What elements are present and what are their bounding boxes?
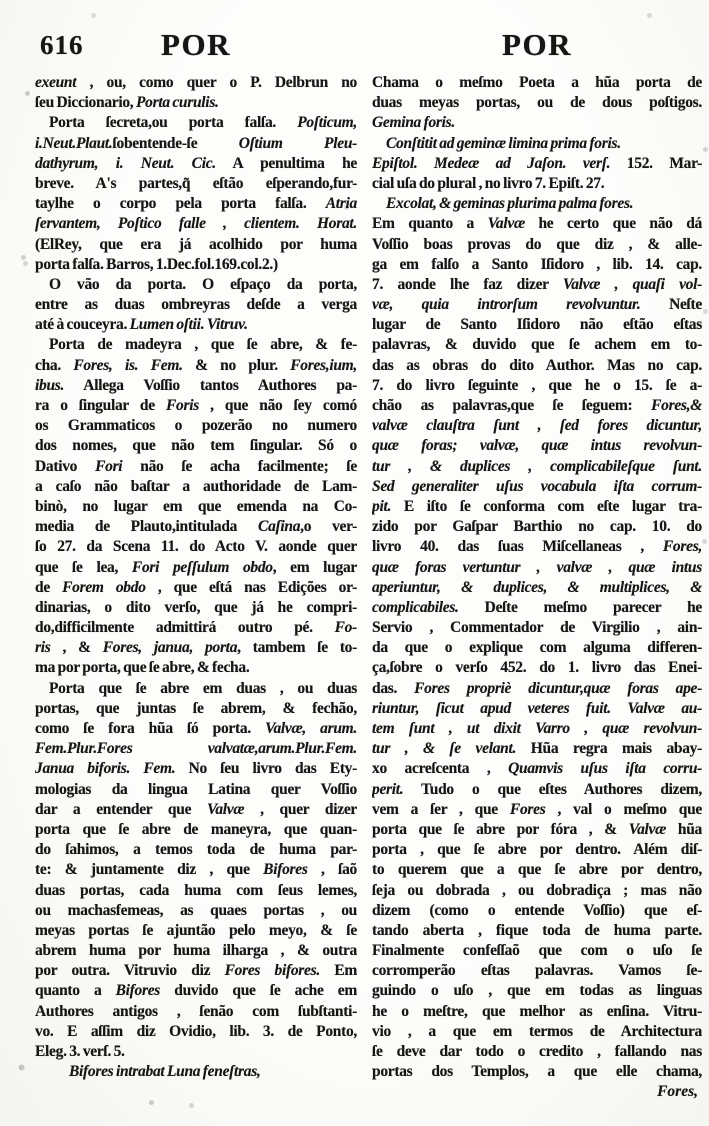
running-head-left: POR bbox=[161, 27, 231, 62]
text-line: Porta ſecreta,ou porta falſa. Poſticum, bbox=[49, 114, 357, 132]
text-line: media de Plauto,intitulada Caſina,o ver- bbox=[35, 518, 357, 536]
text-line: ſeja ou dobrada , ou dobradiça ; mas não bbox=[372, 881, 702, 899]
text-line: porta que ſe abre de maneyra, que quan- bbox=[35, 820, 357, 838]
text-line: zido por Gaſpar Barthio no cap. 10. do bbox=[372, 518, 702, 536]
text-line: i.Neut.Plaut.ſobentende-ſe Oſtium Pleu- bbox=[35, 134, 357, 152]
text-line: quæ foras; valvæ, quæ intus revolvun- bbox=[372, 437, 702, 455]
text-line: taylhe o corpo pela porta falſa. Atria bbox=[35, 195, 357, 213]
text-line: porta falſa. Barros, 1.Dec.fol.169.col.2.) bbox=[35, 255, 278, 273]
text-line: ra o ſingular de Foris , que não ſey comó bbox=[35, 397, 357, 414]
text-line: vem a ſer , que Fores , val o meſmo que bbox=[372, 800, 702, 818]
text-line: até à couceyra. Lumen oſtii. Vitruv. bbox=[35, 316, 248, 334]
left-column bbox=[35, 73, 357, 1082]
text-line: breve. A's partes,q̃ eſtão eſperando,fur- bbox=[35, 174, 357, 192]
text-line: Janua biforis. Fem. No ſeu livro das Ety- bbox=[35, 760, 357, 778]
text-line: meyas portas ſe ajuntão pelo meyo, & ſe bbox=[35, 921, 357, 939]
text-line: O vão da porta. O eſpaço da porta, bbox=[49, 275, 357, 293]
text-line: quæ foras vertuntur , valvæ , quæ intus bbox=[372, 558, 702, 576]
text-line: Sed generaliter uſus vocabula iſta corrum- bbox=[372, 477, 702, 495]
text-line: 7. aonde lhe faz dizer Valvæ , quaſi vol- bbox=[372, 275, 702, 293]
text-line: ris , & Fores, janua, porta, tambem ſe to- bbox=[35, 639, 357, 657]
text-line: dinarias, o dito verſo, que já he compri- bbox=[35, 598, 357, 616]
text-line: entre as duas ombreyras deſde a verga bbox=[35, 296, 357, 314]
text-line: das. Fores propriè dicuntur,quæ foras ape- bbox=[372, 679, 702, 697]
text-line: tur , & duplices , complicabileſque ſunt. bbox=[372, 457, 702, 475]
scan-artifacts bbox=[0, 0, 3, 3]
text-line: Porta de madeyra , que ſe abre, & fe- bbox=[49, 336, 357, 354]
text-line: corromperão eſtas palavras. Vamos ſe- bbox=[372, 962, 702, 980]
text-line: ſo 27. da Scena 11. do Acto V. aonde quer bbox=[35, 538, 357, 556]
text-line: Servio , Commentador de Virgilio , ain- bbox=[372, 619, 702, 637]
text-line: complicabiles. Deſte meſmo parecer he bbox=[372, 598, 702, 616]
text-line: he o meſtre, que melhor as enſina. Vitru- bbox=[372, 1002, 702, 1020]
text-line: Epiſtol. Medeæ ad Jaſon. verſ. 152. Mar- bbox=[372, 154, 702, 172]
catchword: Fores, bbox=[657, 1083, 698, 1100]
text-line: de Forem obdo , que eſtá nas Edições or- bbox=[35, 578, 357, 596]
text-line: duas meyas portas, ou de dous poſtigos. bbox=[372, 94, 702, 112]
text-line: Dativo Fori não ſe acha facilmente; ſe bbox=[35, 457, 357, 475]
text-line: livro 40. das ſuas Miſcellaneas , Fores, bbox=[372, 538, 702, 556]
text-line: to querem que a que ſe abre por dentro, bbox=[372, 861, 702, 879]
text-line: ibus. Allega Voſſio tantos Authores pa- bbox=[35, 376, 357, 394]
text-line: das as obras do dito Author. Mas no cap. bbox=[372, 356, 702, 374]
text-line: lugar de Santo Iſidoro não eſtão eſtas bbox=[372, 316, 702, 334]
text-line: riuntur, ſicut apud veteres fuit. Valvæ au- bbox=[372, 699, 702, 717]
text-line: Excolat, & geminas plurima palma fores. bbox=[386, 195, 634, 213]
text-line: (ElRey, que era já acolhido por huma bbox=[35, 235, 357, 253]
text-line: cha. Fores, is. Fem. & no plur. Fores,ium, bbox=[35, 356, 357, 374]
text-line: dar a entender que Valvæ , quer dizer bbox=[35, 800, 357, 818]
text-line: cial uſa do plural , no livro 7. Epiſt. 27. bbox=[372, 174, 605, 192]
text-line: ſeu Diccionario, Porta curulis. bbox=[35, 94, 219, 112]
text-line: ga em falſo a Santo Iſidoro , lib. 14. cap. bbox=[372, 255, 702, 273]
text-line: aperiuntur, & duplices, & multiplices, & bbox=[372, 578, 702, 596]
text-line: te: & juntamente diz , que Bifores , ſaõ bbox=[35, 861, 357, 879]
text-line: Porta que ſe abre em duas , ou duas bbox=[49, 679, 357, 697]
text-line: xo acreſcenta , Quamvis uſus iſta corru- bbox=[372, 760, 702, 778]
text-line: ſe deve dar todo o credito , fallando nas bbox=[372, 1043, 702, 1060]
text-line: Em quanto a Valvæ he certo que não dá bbox=[372, 215, 702, 233]
text-line: ma por porta, que ſe abre, & fecha. bbox=[35, 659, 250, 677]
text-line: da que o explique com alguma differen- bbox=[372, 639, 702, 657]
text-line: portas dos Templos, a que elle chama, bbox=[372, 1063, 702, 1081]
text-line: binò, no lugar em que emenda na Co- bbox=[35, 497, 357, 515]
text-line: Finalmente confeſſaõ que com o uſo ſe bbox=[372, 942, 702, 960]
text-line: do ſahimos, a temos toda de huma par- bbox=[35, 841, 357, 859]
text-line: ou machasfemeas, as quaes portas , ou bbox=[35, 901, 357, 919]
text-line: duas portas, cada huma com ſeus lemes, bbox=[35, 881, 357, 899]
text-line: a caſo não baſtar a authoridade de Lam- bbox=[35, 477, 357, 495]
text-line: chão as palavras,que ſe ſeguem: Fores,& bbox=[372, 397, 702, 414]
text-line: vio , a que em termos de Architectura bbox=[372, 1022, 702, 1040]
text-line: os Grammaticos o pozerão no numero bbox=[35, 417, 357, 435]
text-line: Bifores intrabat Luna feneſtras, bbox=[69, 1063, 261, 1081]
text-line: porta que ſe abre por fóra , & Valvæ hũa bbox=[372, 820, 702, 838]
text-line: mologias da lingua Latina quer Voſſio bbox=[35, 780, 357, 798]
text-line: guindo o uſo , que em todas as linguas bbox=[372, 982, 702, 1000]
text-line: do,difficilmente admittirá outro pé. Fo- bbox=[35, 619, 357, 637]
text-line: dizem (como o entende Voſſio) que eſ- bbox=[372, 901, 702, 919]
text-line: portas, que juntas ſe abrem, & fechão, bbox=[35, 699, 357, 717]
text-line: dos nomes, que não tem ſingular. Só o bbox=[35, 437, 357, 455]
right-column bbox=[372, 73, 702, 1082]
text-line: quanto a Bifores duvido que ſe ache em bbox=[35, 982, 357, 1000]
running-head-right: POR bbox=[502, 27, 572, 62]
text-line: vo. E aſſim diz Ovidio, lib. 3. de Ponto, bbox=[35, 1022, 357, 1040]
text-line: valvæ clauſtra ſunt , ſed fores dicuntur, bbox=[372, 417, 702, 435]
text-line: dathyrum, i. Neut. Cic. A penultima he bbox=[35, 154, 357, 172]
text-line: Gemina foris. bbox=[372, 114, 455, 132]
text-line: pit. E iſto ſe conforma com eſte lugar tra- bbox=[372, 497, 702, 515]
text-line: tem ſunt , ut dixit Varro , quæ revolvun- bbox=[372, 720, 702, 737]
text-line: tur , & ſe velant. Hũa regra mais abay- bbox=[372, 740, 702, 758]
text-line: tando aberta , fique toda de huma parte. bbox=[372, 921, 702, 939]
text-line: Conſtitit ad geminæ limina prima foris. bbox=[386, 134, 621, 152]
text-line: ça,ſobre o verſo 452. do 1. livro das Enei- bbox=[372, 659, 702, 677]
text-line: palavras, & duvido que ſe achem em to- bbox=[372, 336, 702, 354]
text-line: Voſſio boas provas do que diz , & alle- bbox=[372, 235, 702, 253]
page-number: 616 bbox=[40, 30, 84, 60]
text-line: por outra. Vitruvio diz Fores bifores. Em bbox=[35, 962, 357, 980]
text-line: 7. do livro ſeguinte , que he o 15. ſe a- bbox=[372, 376, 702, 394]
text-line: Eleg. 3. verſ. 5. bbox=[35, 1043, 125, 1060]
text-line: abrem huma por huma ilharga , & outra bbox=[35, 942, 357, 960]
text-line: exeunt , ou, como quer o P. Delbrun no bbox=[35, 74, 357, 91]
text-line: perit. Tudo o que eſtes Authores dizem, bbox=[372, 780, 702, 798]
text-line: Authores antigos , ſenão com ſubſtanti- bbox=[35, 1002, 357, 1020]
text-line: ſervantem, Poſtico falle , clientem. Horat. bbox=[35, 215, 357, 233]
text-line: Fem.Plur.Fores valvatæ,arum.Plur.Fem. bbox=[35, 740, 357, 758]
text-line: væ, quia introrſum revolvuntur. Neſte bbox=[372, 296, 702, 314]
text-line: Chama o meſmo Poeta a hũa porta de bbox=[372, 74, 702, 91]
text-line: como ſe fora hũa ſó porta. Valvæ, arum. bbox=[35, 720, 357, 737]
text-line: porta , que ſe abre por dentro. Além diſ- bbox=[372, 841, 702, 859]
text-line: que ſe lea, Fori peſſulum obdo, em lugar bbox=[35, 558, 357, 576]
